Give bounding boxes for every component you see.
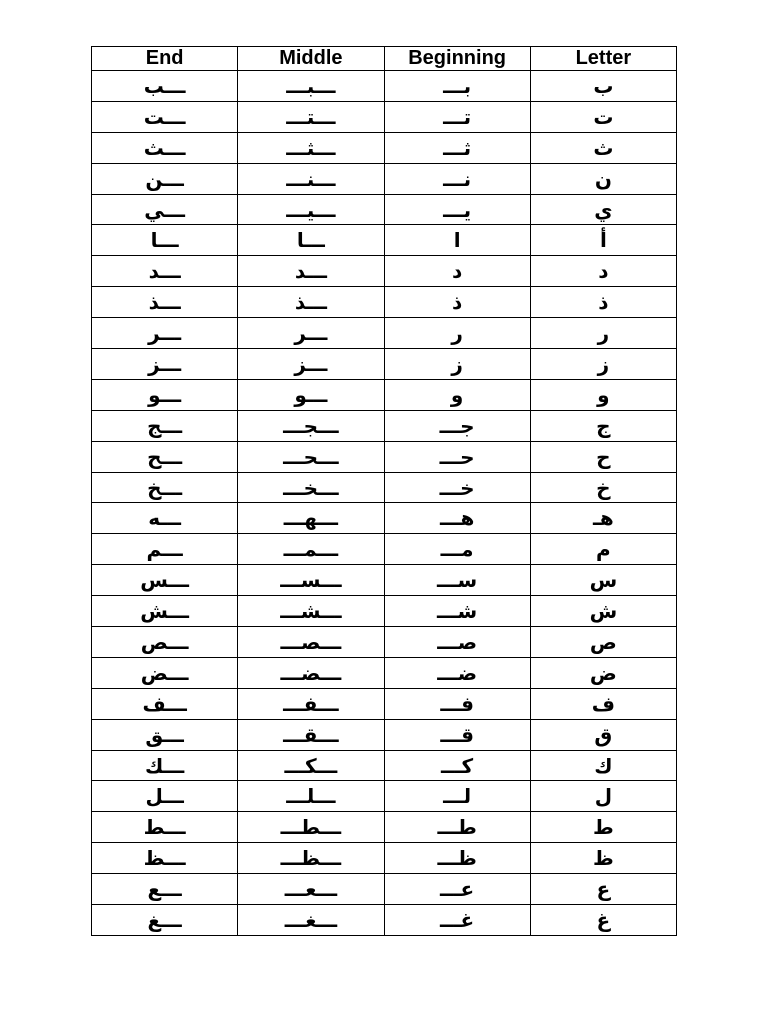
table-row — [92, 905, 677, 936]
table-row — [92, 101, 677, 132]
letter-text: ض — [589, 660, 617, 685]
beginning-form-cell — [384, 503, 530, 534]
table-row — [92, 565, 677, 596]
end-form-cell — [92, 472, 238, 503]
end-form-cell — [92, 256, 238, 287]
end-form-text: ـــذ — [148, 290, 181, 315]
beginning-form-text: د — [451, 259, 463, 284]
end-form-text: ـــم — [146, 537, 183, 562]
beginning-form-text: و — [450, 382, 464, 407]
middle-form-cell — [238, 905, 384, 936]
table-row — [92, 472, 677, 503]
beginning-form-cell — [384, 410, 530, 441]
middle-form-cell — [238, 565, 384, 596]
middle-form-cell — [238, 71, 384, 102]
end-form-text: ـــغ — [147, 908, 182, 933]
end-form-cell — [92, 812, 238, 843]
end-form-cell — [92, 287, 238, 318]
end-form-cell — [92, 719, 238, 750]
end-form-cell — [92, 318, 238, 349]
table-row — [92, 657, 677, 688]
beginning-form-text: فـــ — [440, 691, 474, 716]
middle-form-cell — [238, 657, 384, 688]
middle-form-cell — [238, 349, 384, 380]
beginning-form-cell — [384, 101, 530, 132]
letter-cell — [530, 410, 676, 441]
end-form-cell — [92, 441, 238, 472]
header-letter: Letter — [530, 47, 676, 71]
letter-text: ف — [591, 691, 615, 716]
table-row — [92, 287, 677, 318]
beginning-form-cell — [384, 781, 530, 812]
letter-cell — [530, 905, 676, 936]
middle-form-text: ـــا — [296, 228, 325, 253]
beginning-form-cell — [384, 163, 530, 194]
middle-form-text: ـــيـــ — [286, 197, 336, 222]
beginning-form-cell — [384, 750, 530, 781]
letter-text: ح — [596, 444, 611, 469]
middle-form-cell — [238, 287, 384, 318]
table-row — [92, 225, 677, 256]
beginning-form-text: ســـ — [437, 568, 478, 593]
letter-text: ل — [594, 784, 613, 809]
end-form-text: ـــط — [143, 815, 186, 840]
letter-text: م — [596, 537, 611, 562]
end-form-cell — [92, 101, 238, 132]
middle-form-cell — [238, 627, 384, 658]
beginning-form-cell — [384, 627, 530, 658]
end-form-text: ـــص — [140, 629, 189, 654]
end-form-cell — [92, 596, 238, 627]
end-form-cell — [92, 194, 238, 225]
end-form-text: ـــر — [148, 321, 182, 346]
table-row — [92, 534, 677, 565]
middle-form-text: ـــبـــ — [286, 73, 336, 98]
middle-form-cell — [238, 318, 384, 349]
middle-form-text: ـــفـــ — [283, 691, 339, 716]
table-row — [92, 441, 677, 472]
middle-form-text: ـــعـــ — [284, 877, 338, 902]
end-form-cell — [92, 71, 238, 102]
table-row — [92, 596, 677, 627]
beginning-form-cell — [384, 565, 530, 596]
middle-form-text: ـــقـــ — [283, 722, 339, 747]
end-form-cell — [92, 843, 238, 874]
letter-cell — [530, 441, 676, 472]
end-form-text: ـــق — [145, 722, 184, 747]
middle-form-cell — [238, 225, 384, 256]
middle-form-cell — [238, 534, 384, 565]
letter-text: ز — [597, 351, 610, 376]
letter-cell — [530, 225, 676, 256]
middle-form-text: ـــد — [294, 259, 327, 284]
beginning-form-text: جـــ — [439, 413, 475, 438]
letter-text: غ — [596, 908, 611, 933]
letter-cell — [530, 256, 676, 287]
beginning-form-cell — [384, 472, 530, 503]
table-row — [92, 194, 677, 225]
beginning-form-cell — [384, 719, 530, 750]
beginning-form-cell — [384, 874, 530, 905]
middle-form-cell — [238, 688, 384, 719]
beginning-form-cell — [384, 812, 530, 843]
letter-forms-table — [91, 46, 677, 936]
middle-form-cell — [238, 256, 384, 287]
end-form-cell — [92, 781, 238, 812]
middle-form-cell — [238, 441, 384, 472]
letter-text: أ — [599, 228, 607, 253]
table-row — [92, 163, 677, 194]
letter-text: ب — [593, 73, 614, 98]
beginning-form-text: ز — [451, 351, 463, 376]
letter-cell — [530, 657, 676, 688]
middle-form-cell — [238, 101, 384, 132]
letter-cell — [530, 534, 676, 565]
table-row — [92, 410, 677, 441]
header-middle: Middle — [238, 47, 384, 71]
letter-text: ق — [594, 722, 613, 747]
beginning-form-text: تـــ — [443, 104, 472, 129]
letter-cell — [530, 379, 676, 410]
end-form-text: ـــض — [140, 660, 189, 685]
beginning-form-text: ذ — [451, 290, 463, 315]
beginning-form-text: ر — [451, 321, 463, 346]
middle-form-cell — [238, 750, 384, 781]
header-beginning: Beginning — [384, 47, 530, 71]
middle-form-cell — [238, 874, 384, 905]
letter-text: د — [598, 259, 609, 284]
end-form-cell — [92, 534, 238, 565]
beginning-form-text: عـــ — [440, 877, 475, 902]
table-row — [92, 627, 677, 658]
beginning-form-text: ثـــ — [443, 135, 472, 160]
end-form-text: ـــخ — [147, 475, 183, 500]
table-row — [92, 688, 677, 719]
beginning-form-cell — [384, 132, 530, 163]
middle-form-text: ـــكـــ — [284, 753, 338, 778]
letter-cell — [530, 194, 676, 225]
end-form-cell — [92, 503, 238, 534]
letter-cell — [530, 287, 676, 318]
beginning-form-cell — [384, 905, 530, 936]
middle-form-cell — [238, 379, 384, 410]
end-form-cell — [92, 163, 238, 194]
end-form-text: ـــن — [145, 166, 184, 191]
letter-cell — [530, 132, 676, 163]
table-header — [92, 47, 677, 71]
beginning-form-text: مـــ — [440, 537, 474, 562]
letter-cell — [530, 719, 676, 750]
end-form-cell — [92, 410, 238, 441]
table-row — [92, 503, 677, 534]
letter-cell — [530, 472, 676, 503]
beginning-form-cell — [384, 534, 530, 565]
middle-form-text: ـــتـــ — [286, 104, 336, 129]
letter-text: س — [589, 568, 618, 593]
middle-form-text: ـــلـــ — [286, 784, 336, 809]
beginning-form-text: يـــ — [443, 197, 472, 222]
middle-form-text: ـــهـــ — [283, 506, 338, 531]
beginning-form-text: ضـــ — [437, 660, 478, 685]
middle-form-text: ـــســـ — [280, 568, 342, 593]
header-row — [92, 47, 677, 71]
end-form-text: ـــع — [147, 877, 182, 902]
letter-text: و — [597, 382, 610, 407]
end-form-text: ـــش — [140, 599, 190, 624]
middle-form-text: ـــظـــ — [280, 846, 342, 871]
beginning-form-text: غـــ — [440, 908, 475, 933]
letter-text: ذ — [598, 290, 609, 315]
middle-form-text: ـــجـــ — [283, 413, 339, 438]
middle-form-cell — [238, 194, 384, 225]
beginning-form-cell — [384, 379, 530, 410]
end-form-text: ـــظ — [143, 846, 186, 871]
end-form-text: ـــف — [142, 691, 187, 716]
beginning-form-cell — [384, 71, 530, 102]
beginning-form-cell — [384, 256, 530, 287]
middle-form-text: ـــغـــ — [284, 908, 338, 933]
end-form-text: ـــا — [150, 228, 179, 253]
header-end: End — [92, 47, 238, 71]
letter-cell — [530, 750, 676, 781]
letter-text: ع — [596, 877, 611, 902]
letter-cell — [530, 874, 676, 905]
beginning-form-text: طـــ — [437, 815, 477, 840]
end-form-text: ـــز — [148, 351, 182, 376]
letter-cell — [530, 565, 676, 596]
letter-text: ي — [594, 197, 613, 222]
letter-cell — [530, 781, 676, 812]
letter-text: ك — [594, 753, 613, 778]
beginning-form-cell — [384, 657, 530, 688]
middle-form-text: ـــر — [294, 321, 328, 346]
beginning-form-cell — [384, 318, 530, 349]
end-form-text: ـــه — [148, 506, 181, 531]
end-form-cell — [92, 565, 238, 596]
beginning-form-cell — [384, 287, 530, 318]
letter-text: ن — [594, 166, 612, 191]
table-row — [92, 132, 677, 163]
beginning-form-text: صـــ — [437, 629, 478, 654]
end-form-cell — [92, 657, 238, 688]
middle-form-cell — [238, 132, 384, 163]
middle-form-text: ـــحـــ — [283, 444, 339, 469]
letter-text: ظ — [592, 846, 614, 871]
middle-form-cell — [238, 472, 384, 503]
end-form-cell — [92, 349, 238, 380]
end-form-text: ـــل — [145, 784, 184, 809]
letter-text: ث — [593, 135, 614, 160]
table-row — [92, 719, 677, 750]
end-form-cell — [92, 132, 238, 163]
end-form-cell — [92, 750, 238, 781]
letter-cell — [530, 812, 676, 843]
beginning-form-cell — [384, 349, 530, 380]
middle-form-text: ـــو — [294, 382, 328, 407]
end-form-cell — [92, 688, 238, 719]
end-form-text: ـــك — [145, 753, 185, 778]
beginning-form-cell — [384, 688, 530, 719]
end-form-cell — [92, 379, 238, 410]
middle-form-text: ـــذ — [294, 290, 327, 315]
beginning-form-cell — [384, 225, 530, 256]
letter-text: ط — [592, 815, 614, 840]
end-form-text: ـــب — [143, 73, 186, 98]
letter-text: هـ — [593, 506, 614, 531]
end-form-text: ـــث — [143, 135, 186, 160]
middle-form-text: ـــشـــ — [280, 599, 342, 624]
table-row — [92, 874, 677, 905]
table-row — [92, 812, 677, 843]
letter-cell — [530, 843, 676, 874]
beginning-form-text: لـــ — [443, 784, 472, 809]
table-row — [92, 318, 677, 349]
letter-text: ش — [589, 599, 618, 624]
middle-form-cell — [238, 719, 384, 750]
middle-form-text: ـــخـــ — [283, 475, 339, 500]
end-form-cell — [92, 905, 238, 936]
letter-cell — [530, 318, 676, 349]
table-row — [92, 781, 677, 812]
table-row — [92, 71, 677, 102]
letter-text: ج — [596, 413, 611, 438]
letter-text: ر — [597, 321, 610, 346]
middle-form-text: ـــمـــ — [283, 537, 339, 562]
end-form-text: ـــح — [147, 444, 183, 469]
beginning-form-cell — [384, 194, 530, 225]
letter-text: خ — [596, 475, 611, 500]
middle-form-text: ـــز — [294, 351, 328, 376]
letter-cell — [530, 688, 676, 719]
end-form-text: ـــت — [143, 104, 186, 129]
end-form-text: ـــو — [148, 382, 182, 407]
beginning-form-text: ظـــ — [437, 846, 477, 871]
beginning-form-text: شـــ — [437, 599, 478, 624]
beginning-form-text: كـــ — [441, 753, 474, 778]
middle-form-cell — [238, 503, 384, 534]
beginning-form-text: نـــ — [443, 166, 472, 191]
beginning-form-cell — [384, 843, 530, 874]
letter-cell — [530, 163, 676, 194]
letter-cell — [530, 503, 676, 534]
end-form-text: ـــج — [147, 413, 183, 438]
end-form-text: ـــد — [148, 259, 181, 284]
beginning-form-text: حـــ — [439, 444, 475, 469]
table-row — [92, 379, 677, 410]
letter-text: ص — [589, 629, 617, 654]
middle-form-cell — [238, 596, 384, 627]
letter-cell — [530, 101, 676, 132]
letter-text: ت — [593, 104, 614, 129]
middle-form-cell — [238, 781, 384, 812]
middle-form-cell — [238, 843, 384, 874]
beginning-form-cell — [384, 441, 530, 472]
letter-cell — [530, 627, 676, 658]
table-row — [92, 750, 677, 781]
beginning-form-cell — [384, 596, 530, 627]
table-body — [92, 71, 677, 936]
letter-cell — [530, 71, 676, 102]
end-form-text: ـــي — [144, 197, 185, 222]
end-form-cell — [92, 874, 238, 905]
middle-form-text: ـــطـــ — [280, 815, 342, 840]
middle-form-text: ـــصـــ — [280, 629, 342, 654]
beginning-form-text: هـــ — [439, 506, 475, 531]
table-row — [92, 843, 677, 874]
middle-form-cell — [238, 163, 384, 194]
table-row — [92, 256, 677, 287]
end-form-cell — [92, 627, 238, 658]
letter-cell — [530, 349, 676, 380]
beginning-form-text: بـــ — [443, 73, 472, 98]
beginning-form-text: قـــ — [440, 722, 474, 747]
end-form-text: ـــس — [140, 568, 190, 593]
middle-form-text: ـــنـــ — [286, 166, 336, 191]
end-form-cell — [92, 225, 238, 256]
middle-form-text: ـــضـــ — [280, 660, 342, 685]
beginning-form-text: خـــ — [439, 475, 475, 500]
middle-form-cell — [238, 812, 384, 843]
table-row — [92, 349, 677, 380]
letter-cell — [530, 596, 676, 627]
middle-form-cell — [238, 410, 384, 441]
beginning-form-text: ا — [453, 228, 461, 253]
middle-form-text: ـــثـــ — [286, 135, 336, 160]
